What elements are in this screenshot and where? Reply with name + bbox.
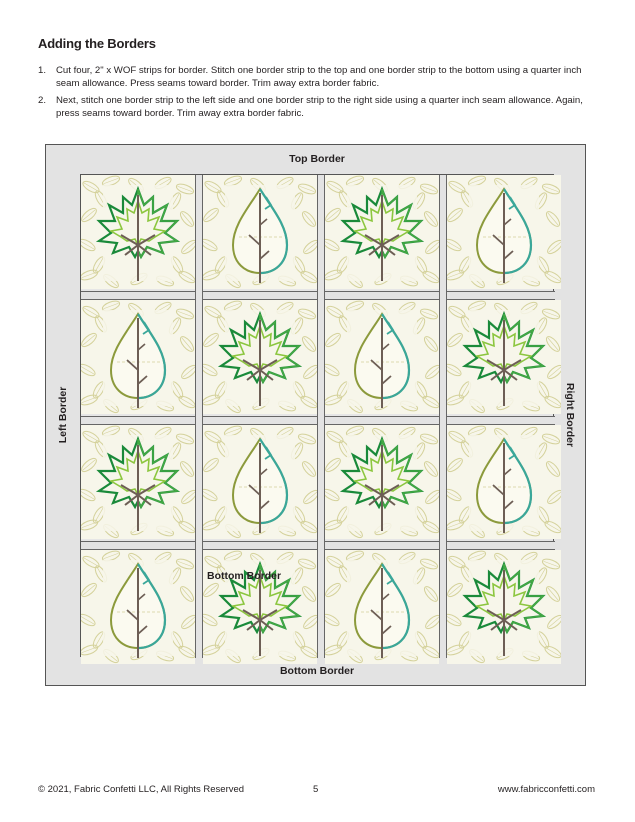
maple-leaf-block [325, 175, 439, 289]
drop-leaf-icon [447, 175, 561, 289]
maple-leaf-block [203, 550, 317, 664]
top-border-label: Top Border [289, 153, 345, 165]
drop-leaf-icon [325, 300, 439, 414]
drop-leaf-icon [203, 425, 317, 539]
drop-leaf-block [447, 175, 561, 289]
step-number: 1. [38, 65, 47, 76]
maple-leaf-icon [81, 425, 195, 539]
maple-leaf-icon [203, 300, 317, 414]
maple-leaf-icon [325, 175, 439, 289]
drop-leaf-block [203, 175, 317, 289]
page-title: Adding the Borders [38, 36, 156, 51]
maple-leaf-block [203, 300, 317, 414]
drop-leaf-icon [447, 425, 561, 539]
top-border [80, 145, 554, 175]
maple-leaf-block [447, 550, 561, 664]
drop-leaf-block [203, 425, 317, 539]
maple-leaf-icon [447, 300, 561, 414]
copyright-notice: © 2021, Fabric Confetti LLC, All Rights Reserved [38, 784, 245, 795]
step-text: Next, stitch one border strip to the left side and one border strip to the right side using a quarter inch seam allowance. Again, press seams toward border. Trim away extra border fabric. [56, 95, 583, 119]
maple-leaf-icon [81, 175, 195, 289]
maple-leaf-block [325, 425, 439, 539]
drop-leaf-block [447, 425, 561, 539]
vertical-sashing [195, 175, 203, 658]
website-link[interactable]: www.fabricconfetti.com [497, 784, 595, 795]
left-border [46, 145, 81, 685]
step-text: Cut four, 2" x WOF strips for border. Stitch one border strip to the top and one border strip to the bottom using a quarter inch seam allowance. Press seams toward border. Trim away extra border fabric. [56, 65, 582, 89]
drop-leaf-block [325, 550, 439, 664]
instruction-step [38, 65, 598, 90]
maple-leaf-icon [203, 550, 317, 664]
drop-leaf-block [325, 300, 439, 414]
step-number: 2. [38, 95, 47, 107]
stray-bottom-border-label: Bottom Border [207, 570, 282, 582]
quilt-diagram [45, 144, 586, 686]
page-number: 5 [313, 784, 319, 795]
drop-leaf-icon [81, 300, 195, 414]
instruction-step [38, 95, 598, 120]
maple-leaf-block [447, 300, 561, 414]
quilt-block-grid [81, 175, 555, 658]
right-border-label: Right Border [563, 382, 576, 448]
drop-leaf-icon [203, 175, 317, 289]
vertical-sashing [439, 175, 447, 658]
vertical-sashing [317, 175, 325, 658]
drop-leaf-icon [81, 550, 195, 664]
drop-leaf-block [81, 300, 195, 414]
maple-leaf-block [81, 175, 195, 289]
maple-leaf-icon [447, 550, 561, 664]
maple-leaf-block [81, 425, 195, 539]
left-border-label: Left Border [57, 386, 69, 444]
bottom-border-label: Bottom Border [279, 665, 355, 677]
drop-leaf-block [81, 550, 195, 664]
instruction-list [38, 65, 598, 125]
drop-leaf-icon [325, 550, 439, 664]
maple-leaf-icon [325, 425, 439, 539]
